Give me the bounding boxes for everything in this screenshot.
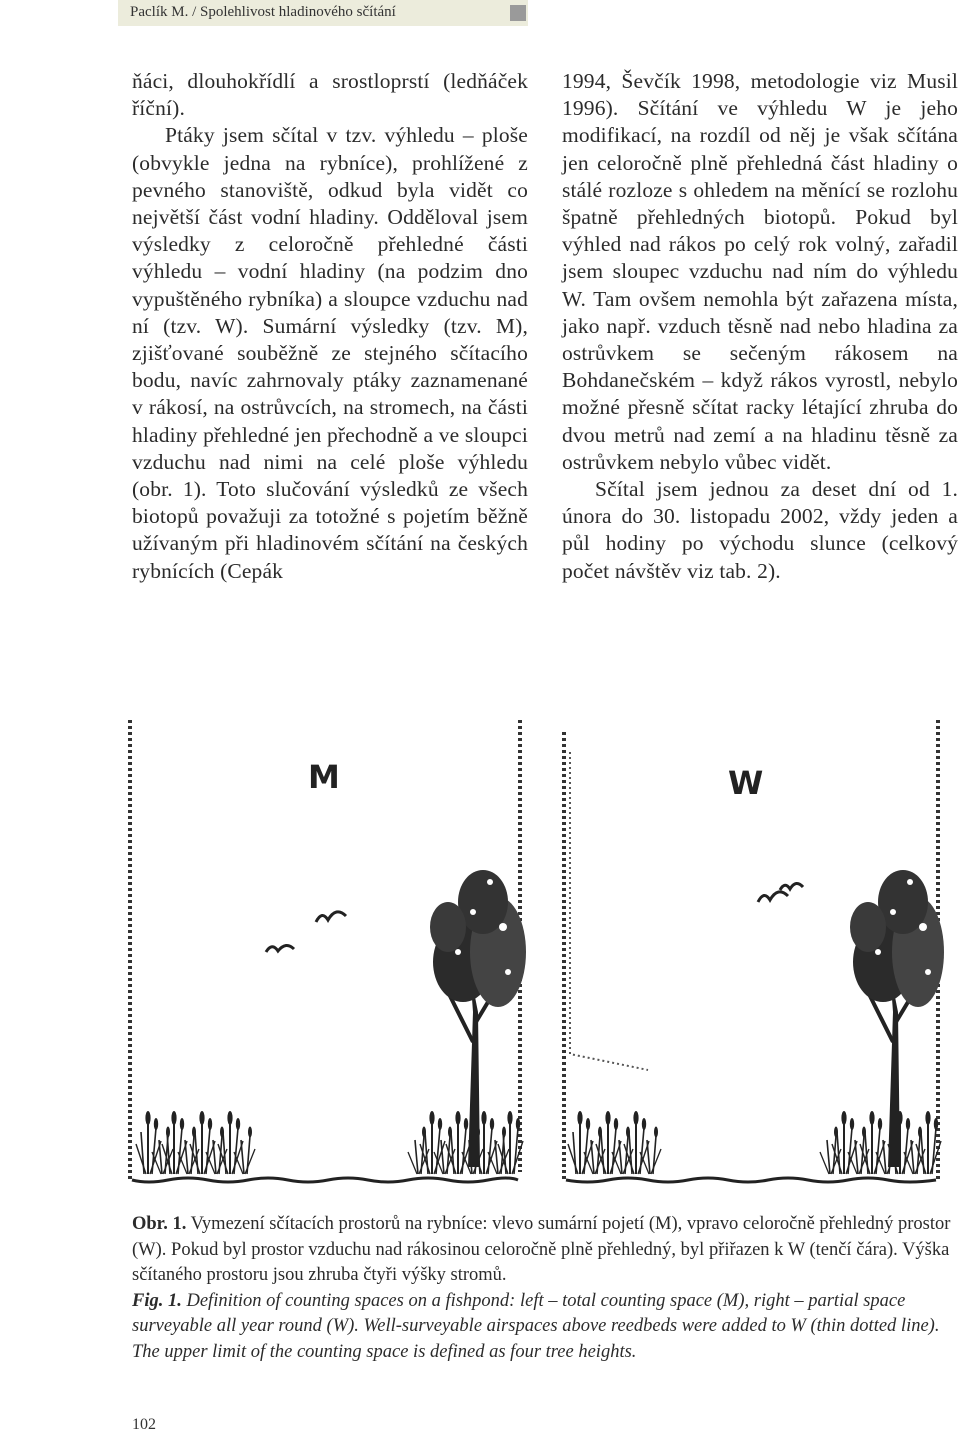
figure-caption — [132, 1212, 958, 1366]
label-w: W — [728, 764, 764, 802]
paragraph: Sčítal jsem jednou za deset dní od 1. února do 30. listopadu 2002, vždy jeden a půl hodiny po východu slunce (celkový počet návštěv viz tab. 2). — [562, 477, 958, 583]
water-line-m — [132, 1178, 518, 1182]
text-column-right — [562, 68, 958, 585]
panel-m — [130, 720, 526, 1182]
bird-w-1 — [758, 892, 788, 902]
reedbed-w-left — [568, 1111, 661, 1174]
text-column-left — [132, 68, 528, 585]
bird-m-1 — [316, 912, 346, 922]
caption-english-text: Definition of counting spaces on a fishpond: left – total counting space (M), right – partial space surveyable all year round (W). Well-surveyable airspaces above reedbeds were added to W (thin dotted line). The upper limit of the counting space is defined as four tree heights. — [132, 1290, 940, 1362]
paragraph: 1994, Ševčík 1998, metodologie viz Musil 1996). Sčítání ve výhledu W je jeho modifikací, na rozdíl od něj je však sčítána jen celoročně plně přehledná část hladiny o stálé rozloze s ohledem na měnící se rozlohu špatně přehledných biotopů. Pokud byl výhled nad rákos po celý rok volný, zařadil jsem sloupec vzduchu nad ním do výhledu W. Tam ovšem nemohla být zařazena místa, jako např. vzduch těsně nad nebo hladina za ostrůvkem se sečeným rákosem na Bohdanečském – když rákos vyrostl, nebylo možné přesně sčítat racky létající zhruba do dvou metrů nad zemí a na hladinu těsně za ostrůvkem nebylo vůbec vidět. — [562, 69, 958, 474]
page-number: 102 — [132, 1416, 156, 1433]
caption-czech-text: Vymezení sčítacích prostorů na rybníce: vlevo sumární pojetí (M), vpravo celoročně přehledný prostor (W). Pokud byl prostor vzduchu nad rákosinou celoročně plně přehledný, byl přiřazen k W (tenčí čára). Výška sčítaného prostoru jsou zhruba čtyři výšky stromů. — [132, 1214, 951, 1286]
thin-dotted-line-w — [570, 752, 648, 1070]
reedbed-w-right — [820, 1111, 941, 1174]
water-line-w — [566, 1178, 936, 1182]
reedbed-m-left — [136, 1111, 255, 1174]
label-m: M — [308, 758, 340, 796]
caption-english — [132, 1289, 958, 1366]
bird-w-2 — [780, 883, 803, 890]
paragraph: ňáci, dlouhokřídlí a srostloprstí (ledňáček říční). — [132, 69, 528, 121]
paragraph: Ptáky jsem sčítal v tzv. výhledu – ploše (obvykle jedna na rybníce), prohlížené z pevného stanoviště, odkud byla vidět co největší část vodní hladiny. Odděloval jsem výsledky z celoročně přehledné části výhledu – vodní hladiny (na podzim dno vypuštěného rybníka) a sloupce vzduchu nad ní (tzv. W). Sumární výsledky (tzv. M), zjišťované souběžně ze stejného sčítacího bodu, navíc zahrnovaly ptáky zaznamenané v rákosí, na ostrůvcích, na stromech, na části hladiny přehledné jen přechodně a ve sloupci vzduchu nad nimi na celé ploše výhledu (obr. 1). Toto slučování výsledků ze všech biotopů považuji za totožné s pojetím běžně užívaným při hladinovém sčítání na českých rybnících (Cepák — [132, 123, 528, 583]
caption-czech — [132, 1212, 958, 1289]
figure-counting-spaces — [118, 712, 958, 1202]
header-square-mark — [510, 5, 526, 21]
caption-english-label: Fig. 1. — [132, 1290, 182, 1311]
reedbed-m-right — [408, 1111, 523, 1174]
running-header-title: Paclík M. / Spolehlivost hladinového sčítání — [130, 4, 396, 20]
panel-w — [564, 720, 944, 1182]
figure-illustration — [118, 712, 958, 1202]
caption-czech-label: Obr. 1. — [132, 1214, 187, 1234]
bird-m-2 — [266, 945, 294, 952]
